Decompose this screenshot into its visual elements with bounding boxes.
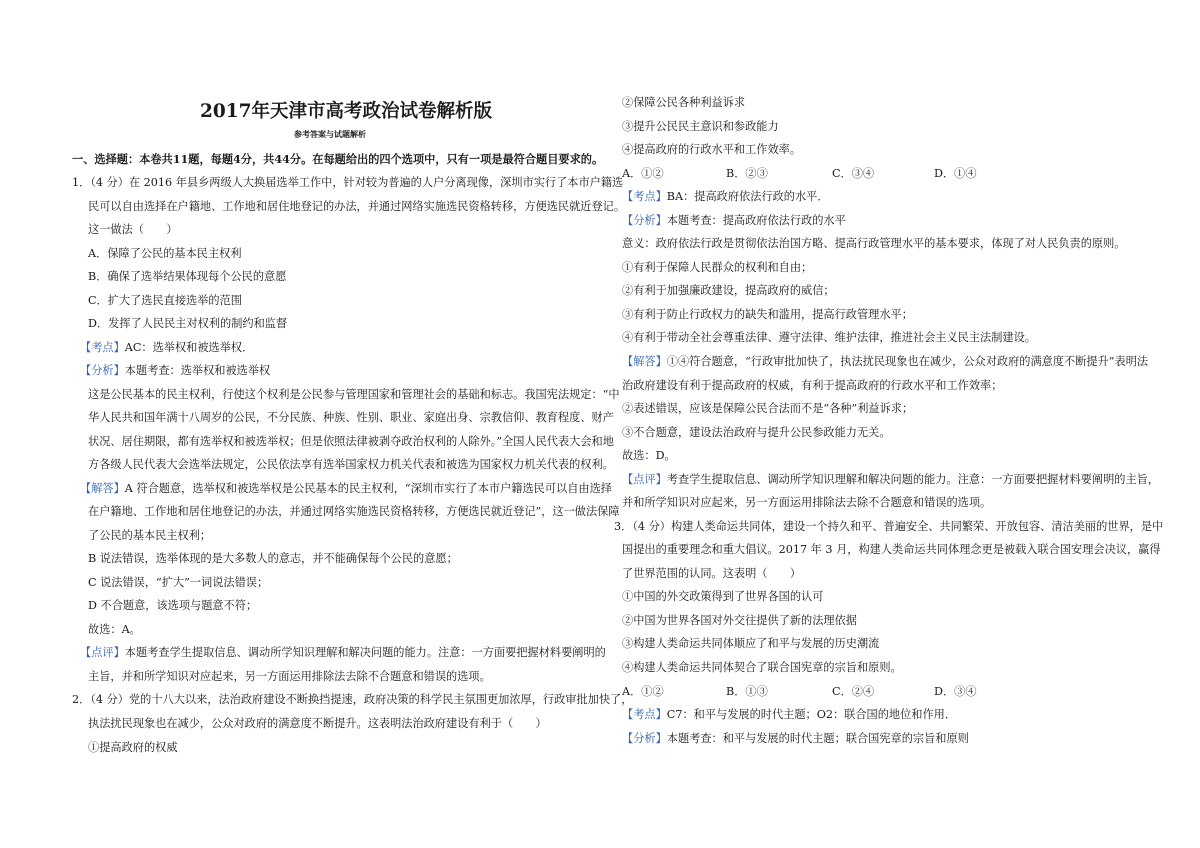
q2-fenxi: 【分析】本题考查：提高政府依法行政的水平 [622, 214, 846, 227]
q1-answer-line: 了公民的基本民主权利； [88, 529, 212, 542]
jieda-tag: 【解答】 [80, 482, 125, 495]
dianping-tag: 【点评】 [622, 473, 667, 486]
q1-answer-line: D 不合题意，该选项与题意不符； [88, 599, 258, 612]
q2-choice-d: D．①④ [934, 167, 977, 180]
q1-option-a: A．保障了公民的基本民主权利 [88, 247, 242, 260]
q1-option-b: B．确保了选举结果体现每个公民的意愿 [88, 270, 287, 283]
q1-analysis-line: 这是公民基本的民主权利，行使这个权利是公民参与管理国家和管理社会的基础和标志。我国宪法规定：“中 [88, 388, 620, 401]
q2-analysis-line: ④有利于带动全社会尊重法律、遵守法律、维护法律，推进社会主义民主法制建设。 [622, 331, 1036, 344]
page-title: 2017年天津市高考政治试卷解析版 [200, 101, 492, 122]
section-heading: 一、选择题：本卷共11题，每题4分，共44分。在每题给出的四个选项中，只有一项是最符合题目要求的。 [72, 152, 604, 166]
q1-analysis-line: 状况、居住期限，都有选举权和被选举权；但是依照法律被剥夺政治权利的人除外。”全国人民代表大会和地 [88, 435, 614, 448]
q3-item-2: ②中国为世界各国对外交往提供了新的法理依据 [622, 614, 857, 627]
q2-kaodian: 【考点】BA：提高政府依法行政的水平． [622, 190, 829, 203]
kaodian-tag: 【考点】 [622, 708, 667, 721]
q1-answer-final: 故选：A。 [88, 623, 141, 636]
q2-dianping-line: 并和所学知识对应起来，另一方面运用排除法去除不合题意和错误的选项。 [622, 496, 992, 509]
q1-stem-line: 1．（4 分）在 2016 年县乡两级人大换届选举工作中，针对较为普遍的人户分离现像，深圳市实行了本市户籍选 [72, 176, 624, 189]
q3-item-1: ①中国的外交政策得到了世界各国的认可 [622, 590, 824, 603]
fenxi-tag: 【分析】 [80, 364, 125, 377]
q3-item-3: ③构建人类命运共同体顺应了和平与发展的历史潮流 [622, 637, 880, 650]
q1-option-c: C．扩大了选民直接选举的范围 [88, 294, 242, 307]
q1-answer-line: C 说法错误，“扩大”一词说法错误； [88, 576, 269, 589]
q3-choice-b: B．①③ [726, 685, 768, 698]
dianping-tag: 【点评】 [80, 646, 125, 659]
q2-analysis-line: ③有利于防止行政权力的缺失和滥用，提高行政管理水平； [622, 308, 913, 321]
q2-answer-line: 治政府建设有利于提高政府的权威，有利于提高政府的行政水平和工作效率； [622, 379, 1003, 392]
q3-choice-d: D．③④ [934, 685, 977, 698]
q2-item-2: ②保障公民各种利益诉求 [622, 96, 746, 109]
fenxi-tag: 【分析】 [622, 732, 667, 745]
fenxi-tag: 【分析】 [622, 214, 667, 227]
q3-stem-line: 了世界范围的认同。这表明（ ） [622, 567, 802, 580]
jieda-tag: 【解答】 [622, 355, 667, 368]
q1-answer-line: 在户籍地、工作地和居住地登记的办法，并通过网络实施选民资格转移，方便选民就近登记”，这一做法保障 [88, 505, 620, 518]
q2-analysis-line: 意义：政府依法行政是贯彻依法治国方略、提高行政管理水平的基本要求，体现了对人民负责的原则。 [622, 237, 1126, 250]
q2-stem-line: 2．（4 分）党的十八大以来，法治政府建设不断换挡提速，政府决策的科学民主氛围更加浓厚，行政审批加快了， [72, 693, 633, 706]
q3-fenxi: 【分析】本题考查：和平与发展的时代主题；联合国宪章的宗旨和原则 [622, 732, 969, 745]
q3-stem-line: 国提出的重要理念和重大倡议。2017 年 3 月，构建人类命运共同体理念更是被载入联合国安理会决议，赢得 [622, 543, 1161, 556]
q2-analysis-line: ①有利于保障人民群众的权利和自由； [622, 261, 813, 274]
q2-item-1: ①提高政府的权威 [88, 741, 178, 754]
kaodian-tag: 【考点】 [622, 190, 667, 203]
q3-kaodian: 【考点】C7：和平与发展的时代主题；O2：联合国的地位和作用． [622, 708, 957, 721]
q2-analysis-line: ②有利于加强廉政建设，提高政府的威信； [622, 284, 835, 297]
q1-dianping: 【点评】本题考查学生提取信息、调动所学知识理解和解决问题的能力。注意：一方面要把握材料要阐明的 [80, 646, 606, 659]
q2-item-3: ③提升公民民主意识和参政能力 [622, 120, 779, 133]
q1-stem-line: 民可以自由选择在户籍地、工作地和居住地登记的办法，并通过网络实施选民资格转移，方便选民就近登记。 [88, 200, 626, 213]
kaodian-tag: 【考点】 [80, 341, 125, 354]
q3-item-4: ④构建人类命运共同体契合了联合国宪章的宗旨和原则。 [622, 661, 902, 674]
q1-stem-line: 这一做法（ ） [88, 223, 178, 236]
q2-jieda: 【解答】①④符合题意，“行政审批加快了，执法扰民现象也在减少，公众对政府的满意度不断提升”表明法 [622, 355, 1149, 368]
q2-choice-c: C．③④ [832, 167, 875, 180]
q2-answer-line: ②表述错误，应该是保障公民合法而不是“各种”利益诉求； [622, 402, 914, 415]
q1-option-d: D．发挥了人民民主对权利的制约和监督 [88, 317, 288, 330]
q1-answer-line: B 说法错误，选举体现的是大多数人的意志，并不能确保每个公民的意愿； [88, 552, 458, 565]
q1-jieda: 【解答】A 符合题意，选举权和被选举权是公民基本的民主权利，“深圳市实行了本市户籍选民可以自由选择 [80, 482, 612, 495]
q1-fenxi: 【分析】本题考查：选举权和被选举权 [80, 364, 271, 377]
q2-choice-b: B．②③ [726, 167, 768, 180]
q3-choice-a: A．①② [622, 685, 664, 698]
q1-analysis-line: 方各级人民代表大会选举法规定，公民依法享有选举国家权力机关代表和被选为国家权力机关代表的权利。 [88, 458, 614, 471]
q2-item-4: ④提高政府的行政水平和工作效率。 [622, 143, 802, 156]
q3-stem-line: 3．（4 分）构建人类命运共同体，建设一个持久和平、普遍安全、共同繁荣、开放包容、清洁美丽的世界，是中 [614, 520, 1164, 533]
page-subtitle: 参考答案与试题解析 [294, 129, 366, 139]
q2-stem-line: 执法扰民现象也在减少，公众对政府的满意度不断提升。这表明法治政府建设有利于（ ） [88, 717, 547, 730]
q1-analysis-line: 华人民共和国年满十八周岁的公民，不分民族、种族、性别、职业、家庭出身、宗教信仰、教育程度、财产 [88, 411, 614, 424]
q3-choice-c: C．②④ [832, 685, 875, 698]
q2-answer-line: ③不合题意，建设法治政府与提升公民参政能力无关。 [622, 426, 891, 439]
q1-dianping-line: 主旨，并和所学知识对应起来，另一方面运用排除法去除不合题意和错误的选项。 [88, 670, 491, 683]
q2-dianping: 【点评】考查学生提取信息、调动所学知识理解和解决问题的能力。注意：一方面要把握材料要阐明的主旨， [622, 473, 1160, 486]
q2-choice-a: A．①② [622, 167, 664, 180]
q2-answer-final: 故选：D。 [622, 449, 676, 462]
q1-kaodian: 【考点】AC：选举权和被选举权． [80, 341, 254, 354]
